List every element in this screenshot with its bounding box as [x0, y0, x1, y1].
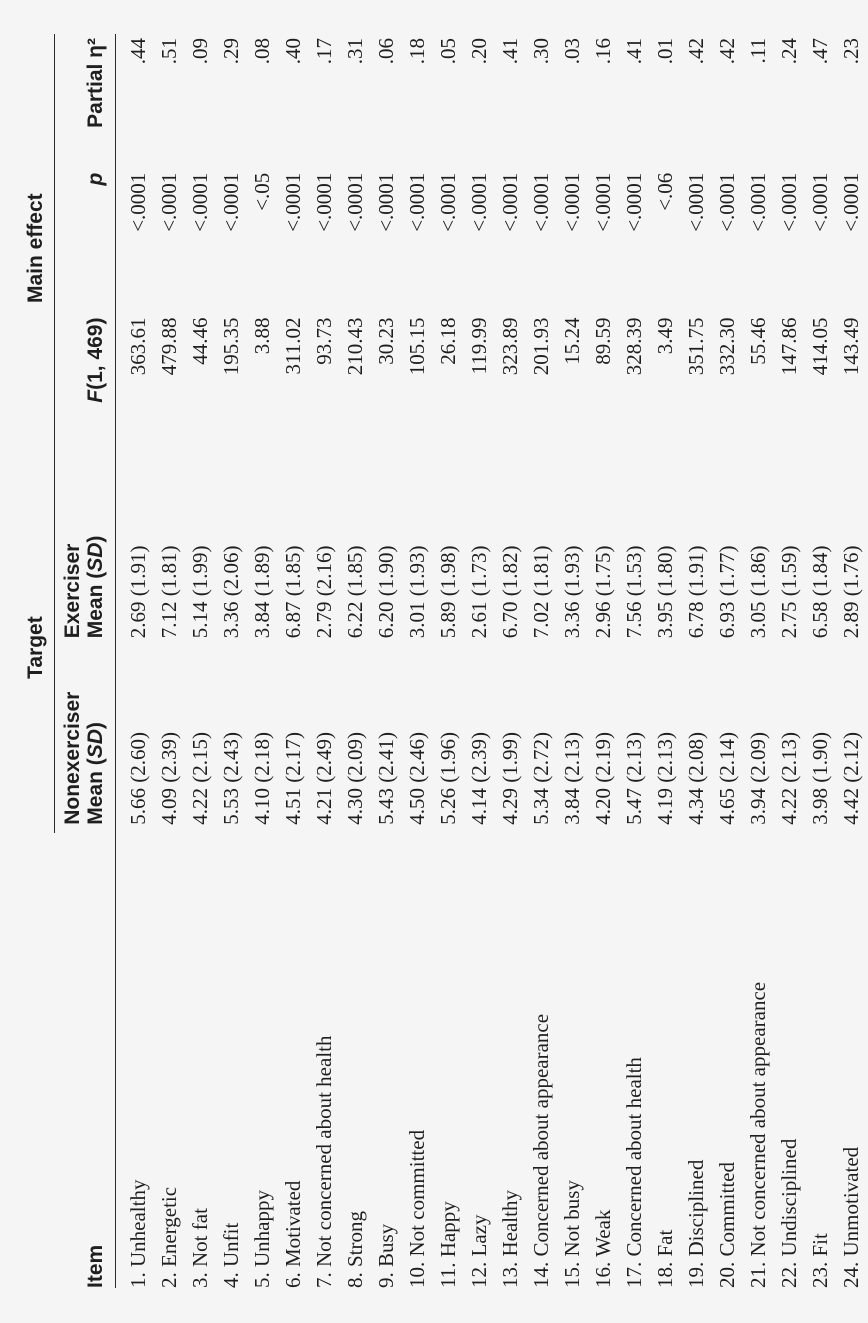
f-value-cell: 311.02	[281, 317, 305, 375]
f-value-cell: 93.73	[312, 317, 336, 365]
exerciser-mean-cell: 5.89 (1.98)	[436, 545, 460, 639]
p-value-cell: <.0001	[157, 172, 181, 232]
item-cell: 3. Not fat	[188, 1208, 212, 1288]
exerciser-mean-cell: 3.01 (1.93)	[405, 545, 429, 639]
p-value-cell: <.0001	[777, 172, 801, 232]
exerciser-mean-cell: 7.56 (1.53)	[622, 545, 646, 639]
table-row	[775, 34, 806, 1288]
partial-eta-cell: .24	[777, 38, 801, 65]
p-value-cell: <.0001	[188, 172, 212, 232]
p-value-cell: <.0001	[467, 172, 491, 232]
partial-eta-cell: .23	[839, 38, 863, 65]
group-header-target: Target	[20, 462, 55, 832]
partial-eta-cell: .31	[343, 38, 367, 65]
column-header-row	[55, 34, 116, 1288]
table-row	[279, 34, 310, 1288]
item-cell: 19. Disciplined	[684, 1159, 708, 1288]
table-row	[620, 34, 651, 1288]
item-cell: 22. Undisciplined	[777, 1138, 801, 1288]
p-value-cell: <.0001	[746, 172, 770, 232]
item-cell: 5. Unhappy	[250, 1190, 274, 1288]
table-row	[744, 34, 775, 1288]
group-header-spacer	[20, 833, 55, 1288]
exerciser-mean-cell: 6.22 (1.85)	[343, 545, 367, 639]
item-cell: 17. Concerned about health	[622, 1057, 646, 1288]
nonexerciser-mean-cell: 4.14 (2.39)	[467, 732, 491, 825]
item-cell: 6. Motivated	[281, 1180, 305, 1288]
f-value-cell: 89.59	[591, 317, 615, 365]
partial-eta-cell: .41	[498, 38, 522, 65]
nonexerciser-mean-cell: 4.20 (2.19)	[591, 732, 615, 825]
item-cell: 1. Unhealthy	[126, 1179, 150, 1288]
exerciser-mean-cell: 6.20 (1.90)	[374, 545, 398, 639]
f-value-cell: 26.18	[436, 317, 460, 365]
table-row	[651, 34, 682, 1288]
nonexerciser-mean-cell: 4.21 (2.49)	[312, 732, 336, 825]
nonexerciser-mean-cell: 5.47 (2.13)	[622, 732, 646, 825]
p-value-cell: <.0001	[560, 172, 584, 232]
partial-eta-cell: .11	[746, 38, 770, 64]
p-value-cell: <.0001	[343, 172, 367, 232]
table-row	[310, 34, 341, 1288]
item-cell: 7. Not concerned about health	[312, 1035, 336, 1288]
f-value-cell: 30.23	[374, 317, 398, 365]
partial-eta-cell: .47	[808, 38, 832, 65]
p-value-cell: <.0001	[281, 172, 305, 232]
partial-eta-cell: .42	[715, 38, 739, 65]
nonexerciser-mean-cell: 3.98 (1.90)	[808, 732, 832, 825]
p-value-cell: <.0001	[684, 172, 708, 232]
f-value-cell: 363.61	[126, 317, 150, 376]
table-row	[713, 34, 744, 1288]
item-cell: 4. Unfit	[219, 1222, 243, 1288]
table-row	[434, 34, 465, 1288]
p-value-cell: <.0001	[622, 172, 646, 232]
exerciser-mean-cell: 6.58 (1.84)	[808, 545, 832, 639]
nonexerciser-mean-cell: 5.53 (2.43)	[219, 732, 243, 825]
nonexerciser-mean-cell: 5.26 (1.96)	[436, 732, 460, 825]
item-cell: 15. Not busy	[560, 1180, 584, 1288]
nonexerciser-mean-cell: 4.09 (2.39)	[157, 732, 181, 825]
partial-eta-cell: .09	[188, 38, 212, 65]
table-row	[496, 34, 527, 1288]
item-cell: 12. Lazy	[467, 1214, 491, 1288]
table-row	[155, 34, 186, 1288]
f-value-cell: 328.39	[622, 317, 646, 376]
partial-eta-cell: .08	[250, 38, 274, 65]
item-cell: 21. Not concerned about appearance	[746, 981, 770, 1288]
item-cell: 9. Busy	[374, 1223, 398, 1288]
table-row	[589, 34, 620, 1288]
partial-eta-cell: .51	[157, 38, 181, 65]
nonexerciser-mean-cell: 4.34 (2.08)	[684, 732, 708, 825]
table-row	[465, 34, 496, 1288]
column-header-nonexerciser: Nonexerciser Mean (SD)	[55, 638, 116, 833]
f-value-cell: 15.24	[560, 317, 584, 365]
item-cell: 8. Strong	[343, 1210, 367, 1288]
f-value-cell: 55.46	[746, 317, 770, 365]
partial-eta-cell: .29	[219, 38, 243, 65]
exerciser-mean-cell: 6.93 (1.77)	[715, 545, 739, 639]
table-row	[372, 34, 403, 1288]
table-row	[248, 34, 279, 1288]
column-header-p-value: p	[55, 173, 116, 318]
group-header-row	[20, 34, 55, 1288]
p-value-cell: <.05	[250, 172, 274, 211]
p-value-cell: <.0001	[529, 172, 553, 232]
exerciser-mean-cell: 3.95 (1.80)	[653, 545, 677, 639]
item-cell: 13. Healthy	[498, 1190, 522, 1288]
exerciser-mean-cell: 5.14 (1.99)	[188, 545, 212, 639]
table-row	[806, 34, 837, 1288]
p-value-cell: <.0001	[591, 172, 615, 232]
column-header-exerciser: Exerciser Mean (SD)	[55, 462, 116, 638]
partial-eta-cell: .06	[374, 38, 398, 65]
nonexerciser-mean-cell: 4.29 (1.99)	[498, 732, 522, 825]
f-value-cell: 323.89	[498, 317, 522, 376]
exerciser-mean-cell: 7.12 (1.81)	[157, 545, 181, 639]
p-value-cell: <.0001	[808, 172, 832, 232]
f-value-cell: 143.49	[839, 317, 863, 376]
nonexerciser-mean-cell: 4.22 (2.15)	[188, 732, 212, 825]
f-value-cell: 201.93	[529, 317, 553, 376]
f-value-cell: 147.86	[777, 317, 801, 376]
exerciser-mean-cell: 6.70 (1.82)	[498, 545, 522, 639]
partial-eta-cell: .42	[684, 38, 708, 65]
item-cell: 2. Energetic	[157, 1186, 181, 1288]
partial-eta-cell: .41	[622, 38, 646, 65]
item-cell: 14. Concerned about appearance	[529, 1013, 553, 1288]
p-value-cell: <.06	[653, 172, 677, 211]
f-value-cell: 44.46	[188, 317, 212, 365]
item-cell: 20. Committed	[715, 1162, 739, 1288]
partial-eta-cell: .17	[312, 38, 336, 65]
nonexerciser-mean-cell: 5.34 (2.72)	[529, 732, 553, 825]
nonexerciser-mean-cell: 4.22 (2.13)	[777, 732, 801, 825]
p-value-cell: <.0001	[839, 172, 863, 232]
table-row	[116, 34, 156, 1288]
partial-eta-cell: .30	[529, 38, 553, 65]
exerciser-mean-cell: 3.84 (1.89)	[250, 545, 274, 639]
p-value-cell: <.0001	[219, 172, 243, 232]
table-row	[837, 34, 868, 1288]
f-value-cell: 3.49	[653, 317, 677, 355]
exerciser-mean-cell: 6.87 (1.85)	[281, 545, 305, 639]
item-cell: 11. Happy	[436, 1201, 460, 1288]
table-row	[558, 34, 589, 1288]
partial-eta-cell: .40	[281, 38, 305, 65]
results-table	[20, 34, 868, 1288]
table-row	[403, 34, 434, 1288]
f-value-cell: 479.88	[157, 317, 181, 376]
f-value-cell: 332.30	[715, 317, 739, 376]
partial-eta-cell: .16	[591, 38, 615, 65]
nonexerciser-mean-cell: 3.84 (2.13)	[560, 732, 584, 825]
f-value-cell: 351.75	[684, 317, 708, 376]
exerciser-mean-cell: 3.36 (2.06)	[219, 545, 243, 639]
exerciser-mean-cell: 2.79 (2.16)	[312, 545, 336, 639]
nonexerciser-mean-cell: 4.65 (2.14)	[715, 732, 739, 825]
p-value-cell: <.0001	[405, 172, 429, 232]
exerciser-mean-cell: 3.36 (1.93)	[560, 545, 584, 639]
nonexerciser-mean-cell: 4.42 (2.12)	[839, 732, 863, 825]
exerciser-mean-cell: 6.78 (1.91)	[684, 545, 708, 639]
item-cell: 23. Fit	[808, 1233, 832, 1288]
nonexerciser-mean-cell: 4.30 (2.09)	[343, 732, 367, 825]
exerciser-mean-cell: 2.61 (1.73)	[467, 545, 491, 639]
p-value-cell: <.0001	[126, 172, 150, 232]
p-value-cell: <.0001	[436, 172, 460, 232]
exerciser-mean-cell: 2.75 (1.59)	[777, 545, 801, 639]
partial-eta-cell: .44	[126, 38, 150, 65]
group-header-main-effect: Main effect	[20, 34, 55, 462]
column-header-f-statistic: F(1, 469)	[55, 318, 116, 463]
nonexerciser-mean-cell: 3.94 (2.09)	[746, 732, 770, 825]
table-row	[186, 34, 217, 1288]
exerciser-mean-cell: 7.02 (1.81)	[529, 545, 553, 639]
partial-eta-cell: .01	[653, 38, 677, 65]
nonexerciser-mean-cell: 5.66 (2.60)	[126, 732, 150, 825]
table-body	[116, 34, 868, 1288]
nonexerciser-mean-cell: 5.43 (2.41)	[374, 732, 398, 825]
p-value-cell: <.0001	[374, 172, 398, 232]
exerciser-mean-cell: 3.05 (1.86)	[746, 545, 770, 639]
f-value-cell: 414.05	[808, 317, 832, 376]
table-row	[682, 34, 713, 1288]
item-cell: 18. Fat	[653, 1229, 677, 1288]
p-value-cell: <.0001	[498, 172, 522, 232]
table-row	[217, 34, 248, 1288]
p-value-cell: <.0001	[312, 172, 336, 232]
exerciser-mean-cell: 2.69 (1.91)	[126, 545, 150, 639]
partial-eta-cell: .05	[436, 38, 460, 65]
table-row	[527, 34, 558, 1288]
p-value-cell: <.0001	[715, 172, 739, 232]
item-cell: 16. Weak	[591, 1209, 615, 1288]
f-value-cell: 119.99	[467, 317, 491, 375]
f-value-cell: 105.15	[405, 317, 429, 376]
column-header-partial-eta-squared: Partial η²	[55, 34, 116, 173]
partial-eta-cell: .03	[560, 38, 584, 65]
table-row	[341, 34, 372, 1288]
partial-eta-cell: .18	[405, 38, 429, 65]
column-header-item: Item	[55, 833, 116, 1288]
nonexerciser-mean-cell: 4.10 (2.18)	[250, 732, 274, 825]
f-value-cell: 3.88	[250, 317, 274, 355]
nonexerciser-mean-cell: 4.51 (2.17)	[281, 732, 305, 825]
exerciser-mean-cell: 2.89 (1.76)	[839, 545, 863, 639]
nonexerciser-mean-cell: 4.19 (2.13)	[653, 732, 677, 825]
exerciser-mean-cell: 2.96 (1.75)	[591, 545, 615, 639]
rotated-table-page	[20, 20, 863, 1300]
item-cell: 24. Unmotivated	[839, 1146, 863, 1288]
f-value-cell: 210.43	[343, 317, 367, 376]
f-value-cell: 195.35	[219, 317, 243, 376]
partial-eta-cell: .20	[467, 38, 491, 65]
nonexerciser-mean-cell: 4.50 (2.46)	[405, 732, 429, 825]
item-cell: 10. Not committed	[405, 1129, 429, 1288]
